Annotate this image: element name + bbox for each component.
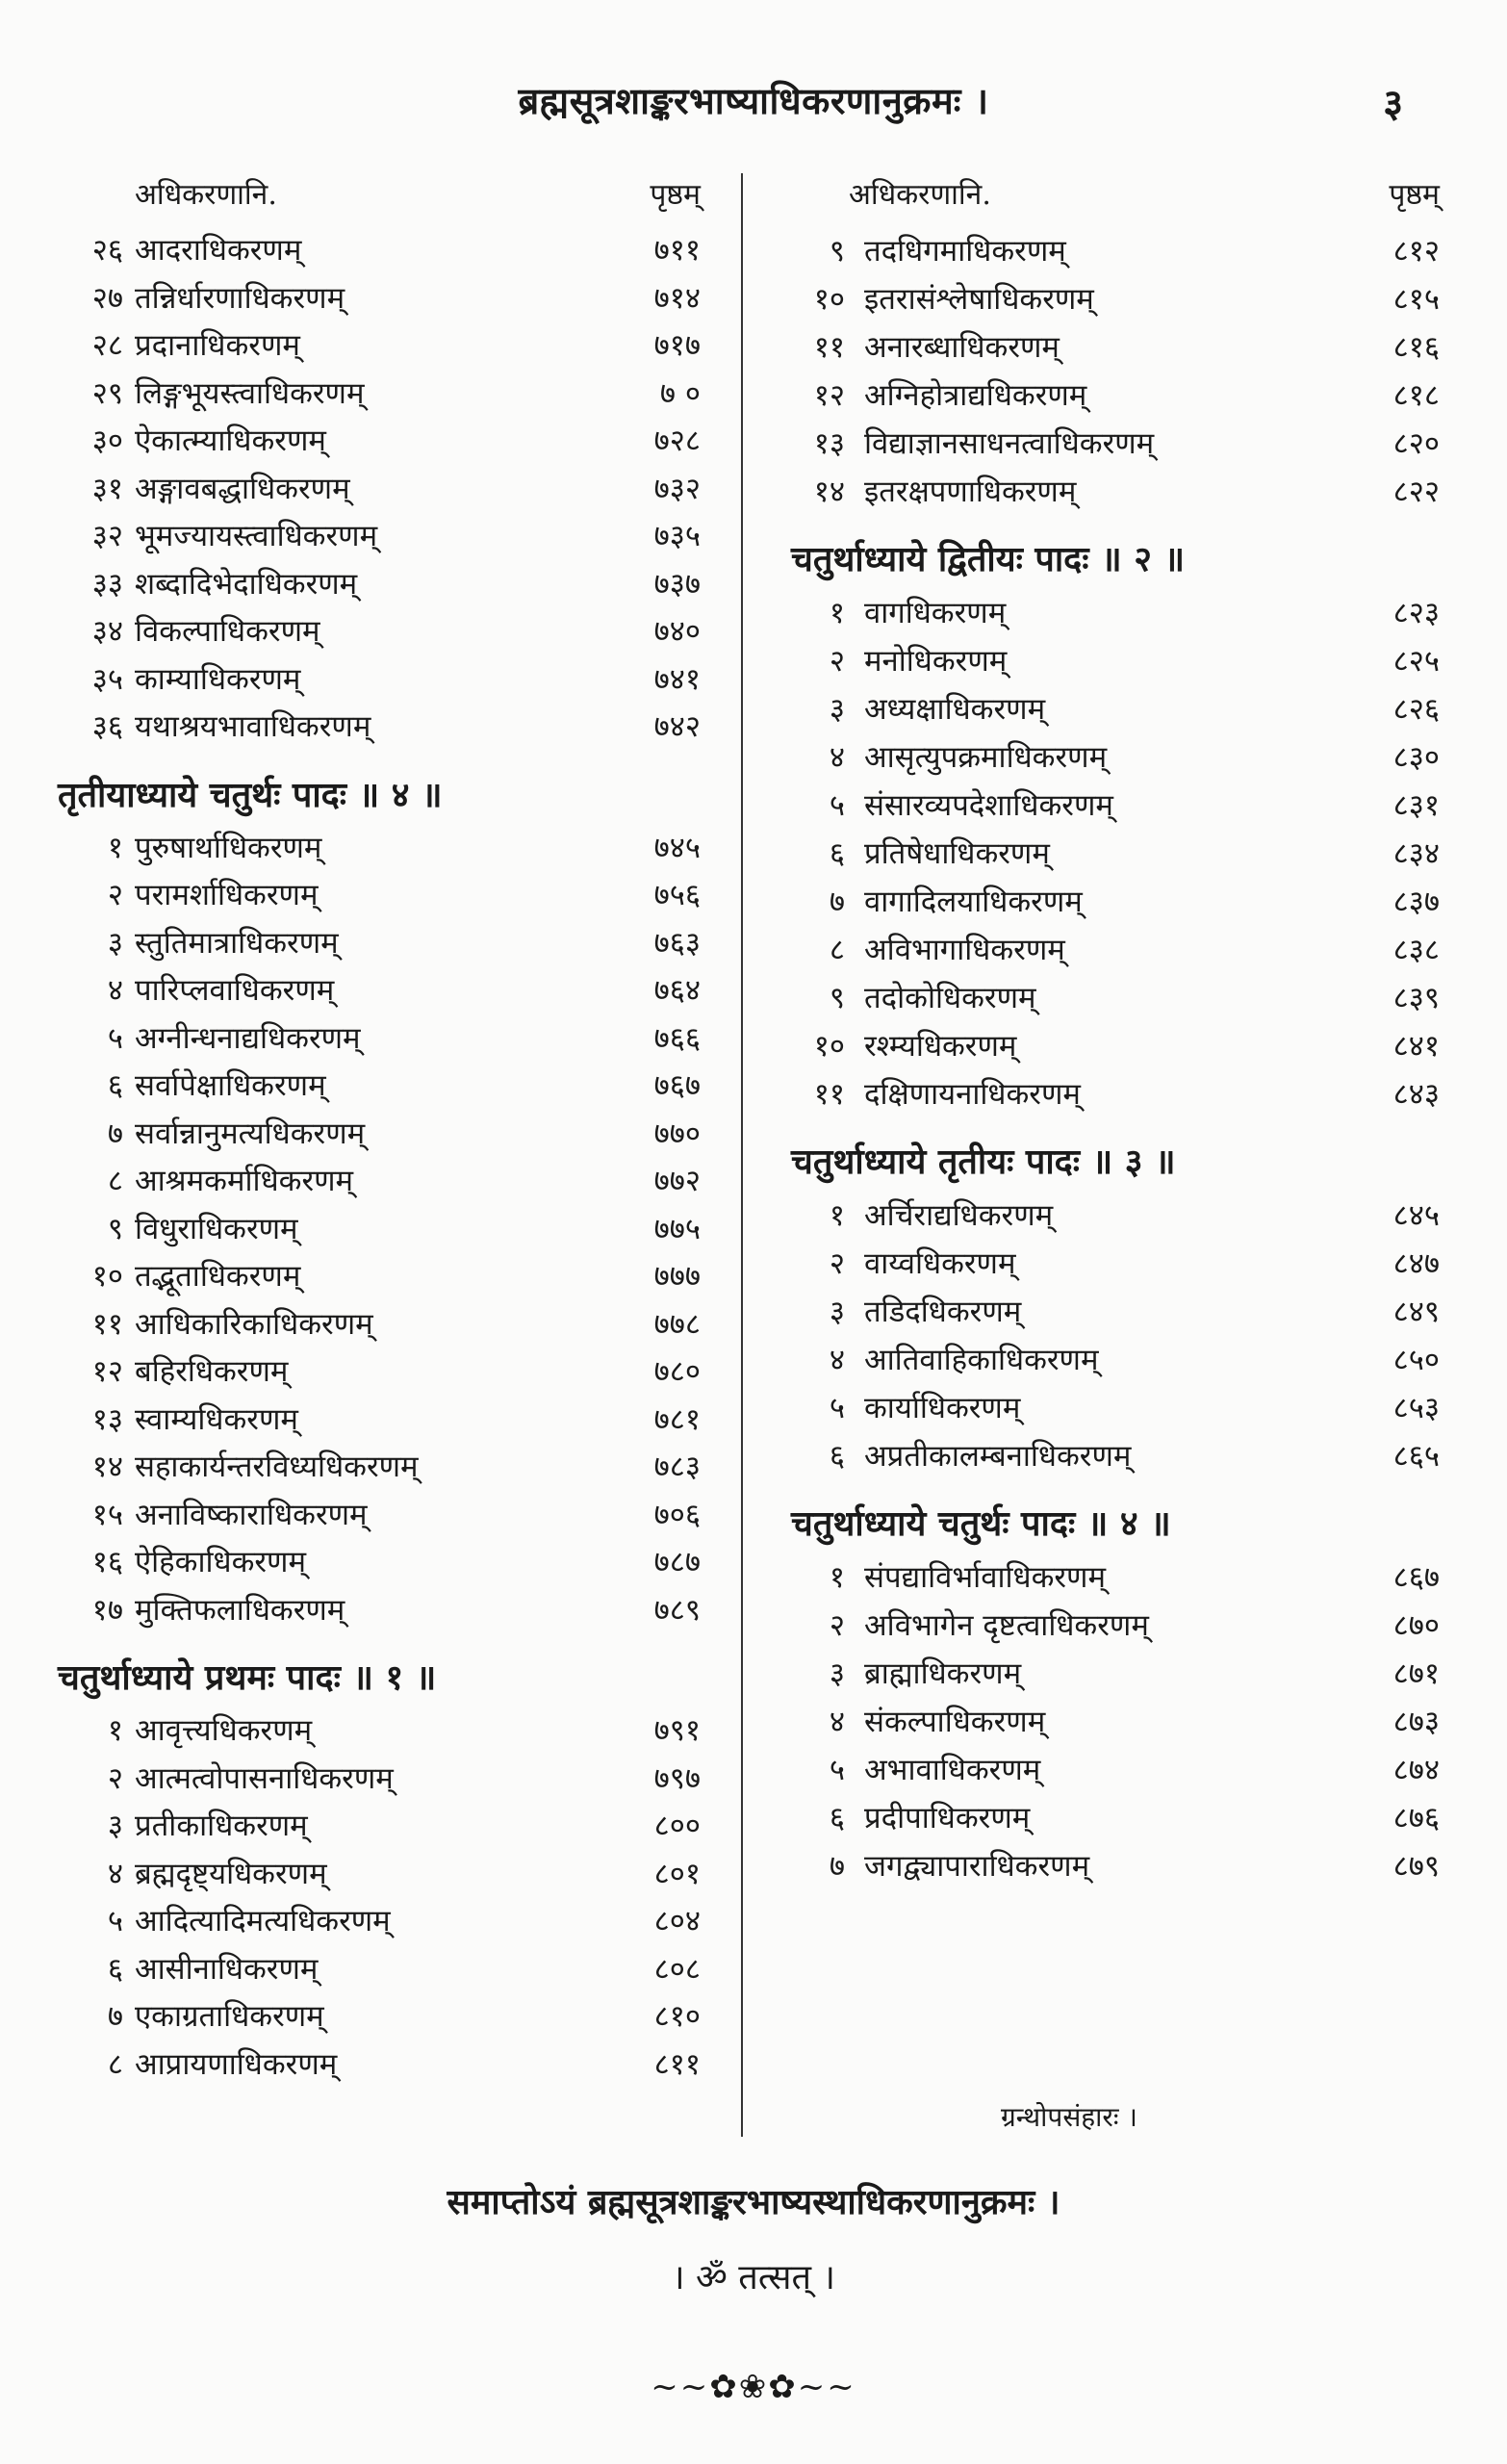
entry-number: ९ [829, 981, 845, 1015]
right-entries [791, 227, 1440, 1890]
index-entry [58, 1946, 701, 1994]
entry-name: अप्रतीकालम्बनाधिकरणम् [864, 1439, 1132, 1474]
index-entry [791, 878, 1440, 926]
entry-page: ८०० [653, 1809, 701, 1843]
entry-number: ३ [829, 692, 845, 727]
entry-name: भूमज्यायस्त्वाधिकरणम् [135, 519, 378, 553]
entry-name: पुरुषार्थाधिकरणम् [135, 830, 322, 865]
index-entry [791, 685, 1440, 733]
index-entry [58, 1301, 701, 1349]
entry-number: १ [829, 1560, 845, 1595]
index-entry [791, 227, 1440, 275]
column-heading-page: पृष्ठम् [650, 178, 701, 212]
entry-page: ७३७ [653, 566, 701, 602]
entry-page: ७३५ [653, 519, 701, 553]
entry-page: ८५० [1392, 1343, 1440, 1377]
index-entry [58, 1015, 701, 1064]
entry-number: ११ [813, 330, 845, 365]
entry-name: वागादिलयाधिकरणम् [864, 885, 1083, 919]
entry-page: ८०८ [653, 1951, 701, 1987]
entry-page: ७४५ [653, 830, 701, 865]
entry-name: अग्निहोत्राद्यधिकरणम् [864, 378, 1087, 413]
entry-page: ८२३ [1392, 596, 1440, 630]
entry-number: ८ [107, 2046, 123, 2082]
index-entry [58, 1111, 701, 1159]
entry-page: ८१२ [1392, 234, 1440, 269]
index-entry [791, 1336, 1440, 1384]
index-entry [791, 1746, 1440, 1794]
entry-name: आसीनाधिकरणम् [135, 1951, 319, 1987]
entry-number: १ [829, 596, 845, 630]
entry-name: आधिकारिकाधिकरणम् [135, 1306, 373, 1342]
invocation: । ॐ तत्सत् । [671, 2258, 836, 2297]
entry-page: ७७८ [653, 1306, 701, 1342]
entry-page: ७८९ [653, 1592, 701, 1628]
entry-number: २७ [91, 280, 123, 316]
entry-page: ७८७ [653, 1545, 701, 1579]
index-entry [58, 513, 701, 561]
entry-name: अनाविष्काराधिकरणम् [135, 1497, 368, 1532]
entry-number: ३० [91, 424, 123, 458]
entry-number: १० [91, 1259, 123, 1294]
entry-number: ९ [829, 234, 845, 269]
right-column [791, 173, 1440, 1890]
running-title: ब्रह्मसूत्रशाङ्करभाष्याधिकरणानुक्रमः । [518, 79, 989, 122]
entry-name: प्रतिषेधाधिकरणम् [864, 836, 1050, 871]
entry-page: ७६७ [653, 1068, 701, 1103]
entry-name: अर्चिराद्यधिकरणम् [864, 1198, 1054, 1233]
column-heading-page: पृष्ठम् [1389, 178, 1440, 212]
entry-number: ५ [829, 1753, 845, 1787]
entry-name: ऐहिकाधिकरणम् [135, 1545, 307, 1579]
entry-page: ७७० [653, 1116, 701, 1151]
index-entry [791, 1794, 1440, 1842]
entry-name: प्रदानाधिकरणम् [135, 328, 300, 363]
index-entry [58, 322, 701, 371]
entry-name: अविभागाधिकरणम् [864, 933, 1065, 967]
entry-name: एकाग्रताधिकरणम् [135, 1999, 324, 2034]
index-entry [58, 1206, 701, 1254]
entry-name: मुक्तिफलाधिकरणम् [135, 1592, 345, 1628]
index-entry [791, 1240, 1440, 1288]
entry-name: वाय्वधिकरणम् [864, 1246, 1016, 1281]
index-entry [58, 1707, 701, 1756]
entry-number: ११ [813, 1077, 845, 1112]
entry-page: ८१६ [1392, 330, 1440, 365]
index-entry [58, 656, 701, 705]
entry-number: १७ [91, 1592, 123, 1628]
index-entry [58, 872, 701, 920]
entry-page: ७ ० [659, 375, 701, 411]
entry-number: २ [829, 1246, 845, 1281]
index-entry [58, 227, 701, 275]
entry-number: २९ [91, 375, 123, 411]
entry-page: ८६७ [1392, 1560, 1440, 1595]
entry-name: स्वाम्यधिकरणम् [135, 1401, 298, 1437]
index-entry [58, 1397, 701, 1445]
entry-number: १ [107, 1713, 123, 1748]
entry-name: आदित्यादिमत्यधिकरणम् [135, 1904, 391, 1938]
entry-name: अग्नीन्धनाद्यधिकरणम् [135, 1020, 361, 1056]
entry-name: आसृत्युपक्रमाधिकरणम् [864, 740, 1108, 775]
entry-number: ११ [91, 1306, 123, 1342]
section-heading: चतुर्थाध्याये द्वितीयः पादः ॥ २ ॥ [791, 539, 1186, 579]
entry-page: ८३१ [1392, 788, 1440, 823]
entry-page: ८२२ [1392, 475, 1440, 509]
entry-number: २ [829, 1608, 845, 1643]
entry-name: ब्रह्मदृष्ट्यधिकरणम् [135, 1856, 327, 1891]
entry-number: १० [813, 282, 845, 317]
index-entry [791, 1192, 1440, 1240]
entry-page: ८७१ [1392, 1656, 1440, 1691]
entry-number: १ [829, 1198, 845, 1233]
index-entry [58, 466, 701, 514]
entry-page: ७१४ [653, 280, 701, 316]
entry-name: सर्वान्नानुमत्यधिकरणम् [135, 1116, 366, 1151]
entry-number: ३ [829, 1295, 845, 1329]
entry-name: विकल्पाधिकरणम् [135, 614, 320, 649]
entry-page: ८२० [1392, 426, 1440, 461]
entry-page: ८७३ [1392, 1705, 1440, 1739]
entry-name: ऐकात्म्याधिकरणम् [135, 424, 326, 458]
entry-page: ८७६ [1392, 1801, 1440, 1835]
index-entry [58, 561, 701, 609]
index-entry [791, 1384, 1440, 1432]
entry-number: ५ [829, 788, 845, 823]
entry-name: दक्षिणायनाधिकरणम् [864, 1077, 1081, 1112]
entry-name: इतरक्षपणाधिकरणम् [864, 475, 1077, 509]
entry-page: ७८० [653, 1354, 701, 1389]
entry-page: ८१८ [1392, 378, 1440, 413]
index-entry [791, 637, 1440, 685]
entry-page: ७११ [653, 233, 701, 268]
index-entry [58, 1492, 701, 1540]
entry-number: ७ [107, 1999, 123, 2034]
index-entry [58, 1348, 701, 1397]
entry-name: मनोधिकरणम् [864, 644, 1008, 679]
entry-page: ७६६ [653, 1020, 701, 1056]
index-entry [791, 420, 1440, 468]
entry-name: आश्रमकर्माधिकरणम् [135, 1164, 354, 1198]
left-entries [58, 227, 701, 2089]
entry-page: ७७२ [653, 1164, 701, 1198]
entry-name: यथाश्रयभावाधिकरणम् [135, 709, 371, 744]
entry-name: आवृत्त्यधिकरणम् [135, 1713, 313, 1748]
entry-name: आप्रायणाधिकरणम् [135, 2046, 338, 2082]
entry-name: आदराधिकरणम् [135, 233, 302, 268]
index-entry [791, 1602, 1440, 1650]
entry-name: अविभागेन दृष्टत्वाधिकरणम् [864, 1608, 1149, 1643]
entry-page: ७८१ [653, 1401, 701, 1437]
entry-number: ६ [107, 1068, 123, 1103]
entry-number: ३४ [91, 614, 123, 649]
entry-page: ८२६ [1392, 692, 1440, 727]
entry-number: १५ [91, 1497, 123, 1532]
entry-page: ७७७ [653, 1259, 701, 1294]
index-entry [791, 1650, 1440, 1698]
entry-name: अनारब्धाधिकरणम् [864, 330, 1060, 365]
index-entry [791, 926, 1440, 974]
entry-page: ८०१ [653, 1856, 701, 1891]
entry-page: ७९७ [653, 1760, 701, 1796]
index-entry [58, 1803, 701, 1851]
entry-name: अङ्गावबद्धाधिकरणम् [135, 471, 350, 506]
entry-name: जगद्व्यापाराधिकरणम् [864, 1849, 1090, 1884]
entry-number: ३ [829, 1656, 845, 1691]
index-entry [58, 1756, 701, 1804]
entry-name: विधुराधिकरणम् [135, 1211, 298, 1246]
entry-number: २८ [91, 328, 123, 363]
index-entry [58, 371, 701, 419]
section-heading: चतुर्थाध्याये प्रथमः पादः ॥ १ ॥ [58, 1657, 437, 1698]
entry-page: ८३४ [1392, 836, 1440, 871]
entry-number: १२ [813, 378, 845, 413]
entry-page: ८४३ [1392, 1077, 1440, 1112]
entry-page: ८५३ [1392, 1391, 1440, 1425]
entry-number: ३२ [91, 519, 123, 553]
entry-name: परामर्शाधिकरणम् [135, 878, 319, 912]
entry-page: ७६४ [653, 973, 701, 1008]
entry-page: ८११ [653, 2046, 701, 2082]
entry-number: ४ [829, 1705, 845, 1739]
entry-name: तन्निर्धारणाधिकरणम् [135, 280, 345, 316]
entry-page: ८७९ [1392, 1849, 1440, 1884]
entry-number: ४ [107, 1856, 123, 1891]
entry-number: ४ [829, 740, 845, 775]
entry-number: ५ [829, 1391, 845, 1425]
index-entry [58, 608, 701, 656]
entry-number: १६ [91, 1545, 123, 1579]
index-entry [791, 1070, 1440, 1118]
section-heading: तृतीयाध्याये चतुर्थः पादः ॥ ४ ॥ [58, 774, 443, 815]
entry-page: ८६५ [1392, 1439, 1440, 1474]
index-entry [791, 323, 1440, 372]
index-entry [791, 1698, 1440, 1746]
entry-page: ८१० [653, 1999, 701, 2034]
entry-page: ८३७ [1392, 885, 1440, 919]
index-entry [58, 1444, 701, 1492]
entry-name: आत्मत्वोपासनाधिकरणम् [135, 1760, 394, 1796]
entry-name: तद्भूताधिकरणम् [135, 1259, 301, 1294]
entry-name: सर्वापेक्षाधिकरणम् [135, 1068, 326, 1103]
entry-name: शब्दादिभेदाधिकरणम् [135, 566, 358, 602]
index-entry [58, 1851, 701, 1899]
closing-line: समाप्तोऽयं ब्रह्मसूत्रशाङ्करभाष्यस्थाधिकरणानुक्रमः । [447, 2182, 1060, 2222]
index-entry [791, 589, 1440, 637]
entry-page: ८४५ [1392, 1198, 1440, 1233]
entry-number: १ [107, 830, 123, 865]
entry-name: पारिप्लवाधिकरणम् [135, 973, 335, 1008]
entry-name: लिङ्गभूयस्त्वाधिकरणम् [135, 375, 365, 411]
entry-number: १४ [813, 475, 845, 509]
section-heading: चतुर्थाध्याये तृतीयः पादः ॥ ३ ॥ [791, 1142, 1176, 1182]
entry-name: प्रदीपाधिकरणम् [864, 1801, 1031, 1835]
index-entry [791, 275, 1440, 323]
entry-page: ८४९ [1392, 1295, 1440, 1329]
entry-name: काम्याधिकरणम् [135, 661, 301, 697]
entry-page: ७९१ [653, 1713, 701, 1748]
index-entry [58, 1539, 701, 1587]
index-entry [58, 920, 701, 968]
entry-number: ४ [829, 1343, 845, 1377]
entry-page: ७५६ [653, 878, 701, 912]
entry-page: ७१७ [653, 328, 701, 363]
index-entry [58, 825, 701, 873]
entry-page: ८३९ [1392, 981, 1440, 1015]
entry-number: ३६ [91, 709, 123, 744]
entry-page: ७३२ [653, 471, 701, 506]
index-entry [58, 1587, 701, 1635]
index-entry [58, 967, 701, 1015]
index-entry [791, 372, 1440, 420]
index-entry [58, 418, 701, 466]
entry-number: ९ [107, 1211, 123, 1246]
entry-name: इतरासंश्लेषाधिकरणम् [864, 282, 1094, 317]
entry-name: संसारव्यपदेशाधिकरणम् [864, 788, 1113, 823]
entry-page: ८७४ [1392, 1753, 1440, 1787]
index-entry [58, 1063, 701, 1111]
entry-number: १३ [813, 426, 845, 461]
entry-number: ६ [107, 1951, 123, 1987]
column-heading-label: अधिकरणानि. [135, 178, 277, 212]
entry-number: १० [813, 1029, 845, 1064]
index-entry [58, 704, 701, 752]
entry-name: तदधिगमाधिकरणम् [864, 234, 1066, 269]
index-entry [791, 1288, 1440, 1336]
entry-number: १२ [91, 1354, 123, 1389]
index-entry [58, 1158, 701, 1206]
entry-number: १४ [91, 1450, 123, 1484]
entry-page: ८३८ [1392, 933, 1440, 967]
index-entry [58, 1253, 701, 1301]
entry-number: ४ [107, 973, 123, 1008]
entry-page: ७८३ [653, 1450, 701, 1484]
entry-name: संपद्याविर्भावाधिकरणम् [864, 1560, 1107, 1595]
entry-number: ८ [107, 1164, 123, 1198]
entry-page: ८४१ [1392, 1029, 1440, 1064]
entry-name: स्तुतिमात्राधिकरणम् [135, 925, 339, 961]
entry-number: २ [107, 1760, 123, 1796]
epilogue: ग्रन्थोपसंहारः । [1001, 2101, 1137, 2133]
entry-number: ६ [829, 1801, 845, 1835]
entry-page: ७६३ [653, 925, 701, 961]
entry-name: अध्यक्षाधिकरणम् [864, 692, 1046, 727]
entry-number: ५ [107, 1904, 123, 1938]
index-entry [791, 1842, 1440, 1890]
entry-number: २६ [91, 233, 123, 268]
entry-number: १३ [91, 1401, 123, 1437]
entry-name: अभावाधिकरणम् [864, 1753, 1041, 1787]
entry-page: ७४१ [653, 661, 701, 697]
entry-page: ७७५ [653, 1211, 701, 1246]
entry-name: बहिरधिकरणम् [135, 1354, 289, 1389]
page-number: ३ [1383, 81, 1403, 126]
index-entry [791, 1553, 1440, 1602]
entry-number: ६ [829, 1439, 845, 1474]
entry-number: ७ [107, 1116, 123, 1151]
index-entry [791, 468, 1440, 516]
entry-name: कार्याधिकरणम् [864, 1391, 1021, 1425]
entry-name: ब्राह्माधिकरणम् [864, 1656, 1022, 1691]
entry-number: ३ [107, 1809, 123, 1843]
index-entry [58, 1993, 701, 2041]
entry-number: ३३ [91, 566, 123, 602]
entry-page: ७४० [653, 614, 701, 649]
entry-page: ८०४ [653, 1904, 701, 1938]
column-heading [58, 173, 701, 227]
entry-number: ३५ [91, 661, 123, 697]
entry-page: ८२५ [1392, 644, 1440, 679]
index-entry [58, 1898, 701, 1946]
entry-name: संकल्पाधिकरणम् [864, 1705, 1046, 1739]
entry-page: ८३० [1392, 740, 1440, 775]
entry-number: ६ [829, 836, 845, 871]
index-entry [58, 275, 701, 323]
entry-number: ७ [829, 885, 845, 919]
entry-name: वागधिकरणम् [864, 596, 1007, 630]
entry-number: ८ [829, 933, 845, 967]
entry-name: आतिवाहिकाधिकरणम् [864, 1343, 1099, 1377]
entry-number: २ [829, 644, 845, 679]
entry-page: ७४२ [653, 709, 701, 744]
entry-number: ३१ [91, 471, 123, 506]
entry-number: ५ [107, 1020, 123, 1056]
entry-name: सहाकार्यन्तरविध्यधिकरणम् [135, 1450, 419, 1484]
index-entry [791, 782, 1440, 830]
index-entry [791, 1432, 1440, 1480]
entry-page: ८१५ [1392, 282, 1440, 317]
entry-name: प्रतीकाधिकरणम् [135, 1809, 308, 1843]
index-entry [791, 830, 1440, 878]
entry-name: तदोकोधिकरणम् [864, 981, 1036, 1015]
entry-page: ७२८ [653, 424, 701, 458]
column-heading-label: अधिकरणानि. [849, 178, 991, 212]
entry-page: ८४७ [1392, 1246, 1440, 1281]
section-heading: चतुर्थाध्याये चतुर्थः पादः ॥ ४ ॥ [791, 1503, 1171, 1544]
entry-name: विद्याज्ञानसाधनत्वाधिकरणम् [864, 426, 1155, 461]
column-heading [791, 173, 1440, 227]
column-divider [741, 173, 743, 2137]
index-entry [791, 733, 1440, 782]
entry-page: ७०६ [653, 1497, 701, 1532]
entry-number: २ [107, 878, 123, 912]
index-entry [791, 974, 1440, 1022]
page-header [0, 75, 1507, 133]
left-column [58, 173, 701, 2089]
entry-name: रश्म्यधिकरणम् [864, 1029, 1017, 1064]
entry-page: ८७० [1392, 1608, 1440, 1643]
entry-number: ७ [829, 1849, 845, 1884]
entry-number: ३ [107, 925, 123, 961]
entry-name: तडिदधिकरणम् [864, 1295, 1022, 1329]
index-entry [791, 1022, 1440, 1070]
ornament: ~~✿❀✿~~ [651, 2368, 856, 2406]
index-entry [58, 2041, 701, 2090]
